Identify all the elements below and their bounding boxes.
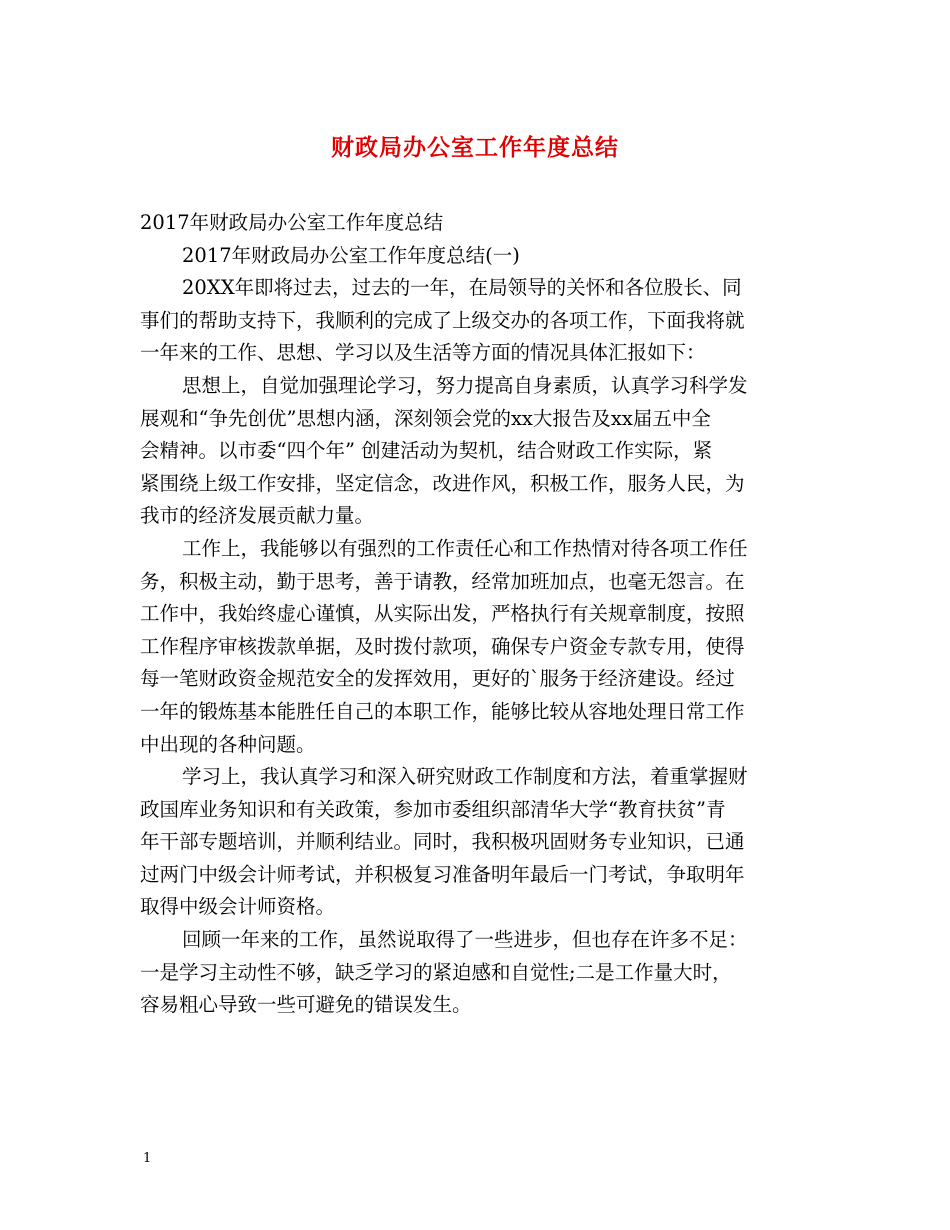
sub-heading-line: 2017年财政局办公室工作年度总结(一): [182, 243, 520, 267]
paragraph-2-line-2: 展观和“争先创优”思想内涵，深刻领会党的xx大报告及xx届五中全: [140, 406, 711, 430]
paragraph-4-line-4: 过两门中级会计师考试，并积极复习准备明年最后一门考试，争取明年: [140, 862, 745, 886]
paragraph-4-line-5: 取得中级会计师资格。: [140, 895, 336, 919]
paragraph-1-line-2: 事们的帮助支持下，我顺利的完成了上级交办的各项工作，下面我将就: [140, 308, 745, 332]
document-title: 财政局办公室工作年度总结: [331, 134, 619, 161]
paragraph-2-line-4: 紧围绕上级工作安排，坚定信念，改进作风，积极工作，服务人民，为: [140, 471, 745, 495]
heading-line: 2017年财政局办公室工作年度总结: [140, 211, 444, 234]
paragraph-1-line-3: 一年来的工作、思想、学习以及生活等方面的情况具体汇报如下：: [140, 341, 706, 365]
page-number: 1: [143, 1151, 152, 1166]
paragraph-3-line-5: 每一笔财政资金规范安全的发挥效用，更好的`服务于经济建设。经过: [140, 667, 735, 691]
paragraph-3-line-6: 一年的锻炼基本能胜任自己的本职工作，能够比较从容地处理日常工作: [140, 699, 745, 723]
paragraph-5-line-1: 回顾一年来的工作，虽然说取得了一些进步，但也存在许多不足：: [182, 928, 748, 952]
paragraph-2-line-3: 会精神。以市委“四个年” 创建活动为契机，结合财政工作实际，紧: [140, 439, 713, 463]
paragraph-3-line-7: 中出现的各种问题。: [140, 732, 316, 756]
paragraph-2-line-1: 思想上，自觉加强理论学习，努力提高自身素质，认真学习科学发: [182, 373, 748, 397]
paragraph-1-line-1: 20XX年即将过去，过去的一年，在局领导的关怀和各位股长、同: [182, 276, 742, 300]
paragraph-3-line-3: 工作中，我始终虚心谨慎，从实际出发，严格执行有关规章制度，按照: [140, 602, 745, 626]
paragraph-3-line-1: 工作上，我能够以有强烈的工作责任心和工作热情对待各项工作任: [182, 536, 748, 560]
paragraph-3-line-2: 务，积极主动，勤于思考，善于请教，经常加班加点，也毫无怨言。在: [140, 569, 745, 593]
paragraph-5-line-2: 一是学习主动性不够，缺乏学习的紧迫感和自觉性;二是工作量大时，: [140, 960, 732, 984]
paragraph-5-line-3: 容易粗心导致一些可避免的错误发生。: [140, 993, 472, 1017]
paragraph-4-line-3: 年干部专题培训，并顺利结业。同时，我积极巩固财务专业知识，已通: [140, 830, 745, 854]
paragraph-4-line-2: 政国库业务知识和有关政策，参加市委组织部清华大学“教育扶贫”青: [140, 797, 726, 821]
paragraph-4-line-1: 学习上，我认真学习和深入研究财政工作制度和方法，着重掌握财: [182, 765, 748, 789]
paragraph-2-line-5: 我市的经济发展贡献力量。: [140, 504, 375, 528]
paragraph-3-line-4: 工作程序审核拨款单据，及时拨付款项，确保专户资金专款专用，使得: [140, 634, 745, 658]
document-body: [140, 207, 815, 1022]
